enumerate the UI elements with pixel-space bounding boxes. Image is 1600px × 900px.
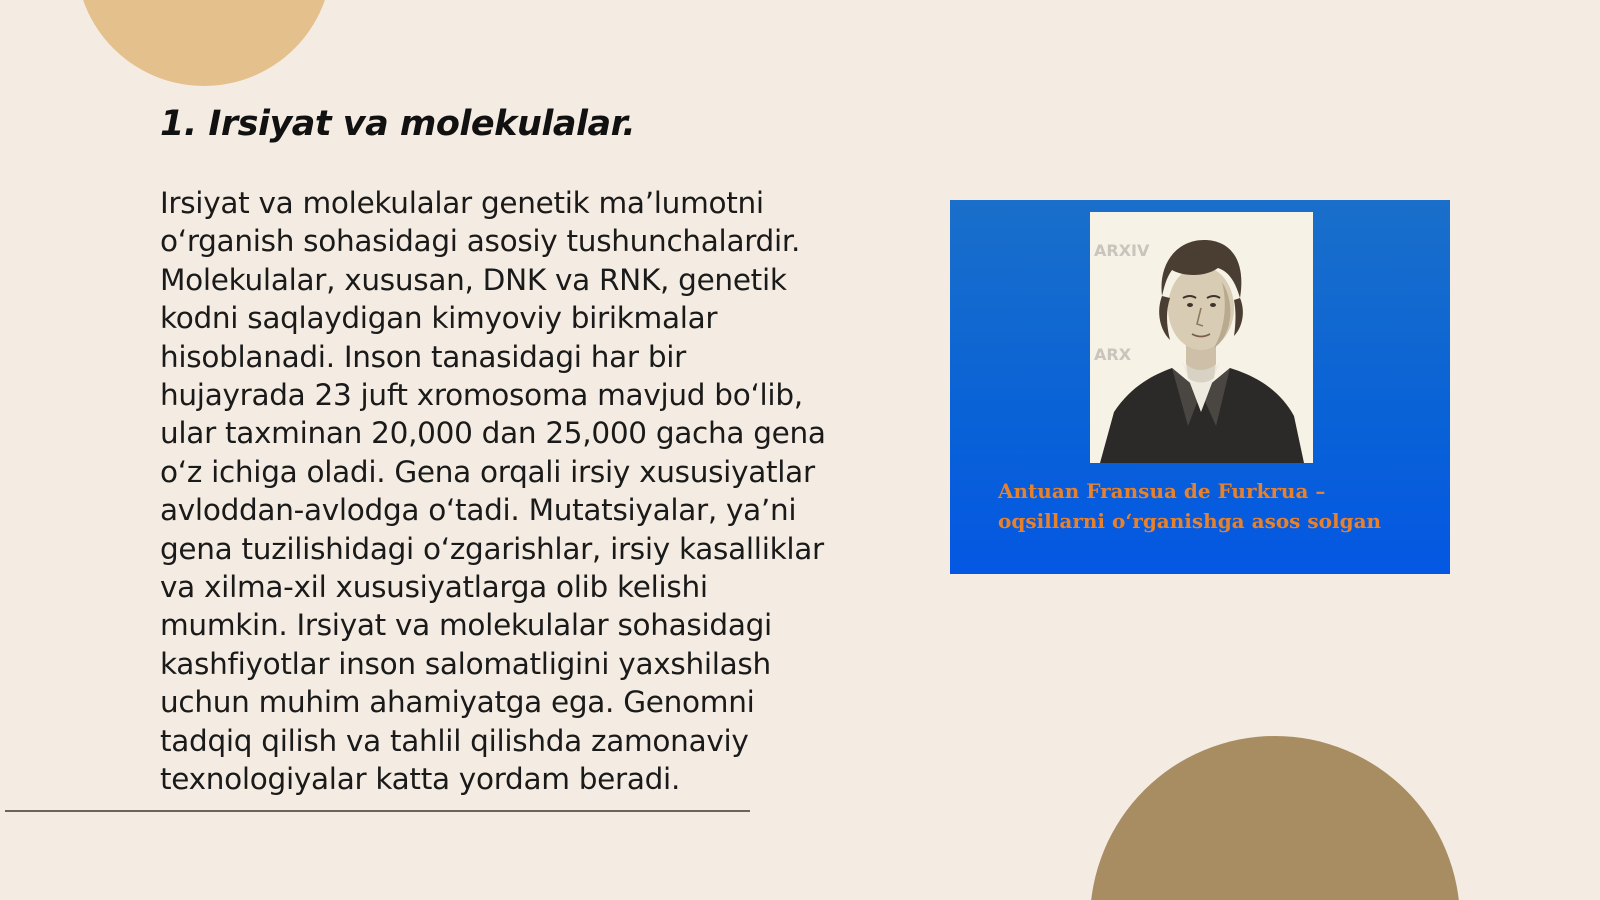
svg-text:ARXIV: ARXIV <box>1094 241 1150 260</box>
portrait-engraving <box>1090 212 1313 463</box>
svg-text:ARX: ARX <box>1094 345 1132 364</box>
body-line: hujayrada 23 juft xromosoma mavjud bo‘lib, <box>160 378 803 413</box>
body-line: tadqiq qilish va tahlil qilishda zamonaviy <box>160 723 749 758</box>
decorative-circle-top <box>76 0 332 86</box>
caption-line: oqsillarni o‘rganishga asos solgan <box>998 509 1382 533</box>
body-line: mumkin. Irsiyat va molekulalar sohasidagi <box>160 608 772 643</box>
body-line: ular taxminan 20,000 dan 25,000 gacha gena <box>160 416 826 451</box>
body-line: avloddan-avlodga o‘tadi. Mutatsiyalar, ya’ni <box>160 493 797 528</box>
image-caption <box>998 476 1418 536</box>
portrait-image <box>950 200 1450 574</box>
body-line: va xilma-xil xususiyatlarga olib kelishi <box>160 570 708 605</box>
body-line: o‘z ichiga oladi. Gena orqali irsiy xususiyatlar <box>160 454 815 489</box>
body-paragraph <box>160 184 860 799</box>
body-line: Molekulalar, xususan, DNK va RNK, genetik <box>160 262 787 297</box>
body-line: hisoblanadi. Inson tanasidagi har bir <box>160 339 686 374</box>
decorative-circle-bottom <box>1090 736 1460 900</box>
body-line: Irsiyat va molekulalar genetik ma’lumotni <box>160 186 764 220</box>
divider-line <box>5 810 750 812</box>
body-line: uchun muhim ahamiyatga ega. Genomni <box>160 685 755 720</box>
body-line: texnologiyalar katta yordam beradi. <box>160 762 681 797</box>
body-line: kashfiyotlar inson salomatligini yaxshilash <box>160 646 771 681</box>
body-line: kodni saqlaydigan kimyoviy birikmalar <box>160 301 718 336</box>
caption-line: Antuan Fransua de Furkrua – <box>998 479 1326 503</box>
slide-title: 1. Irsiyat va molekulalar. <box>160 104 636 144</box>
body-line: gena tuzilishidagi o‘zgarishlar, irsiy kasalliklar <box>160 531 824 566</box>
body-line: o‘rganish sohasidagi asosiy tushunchalardir. <box>160 224 801 259</box>
